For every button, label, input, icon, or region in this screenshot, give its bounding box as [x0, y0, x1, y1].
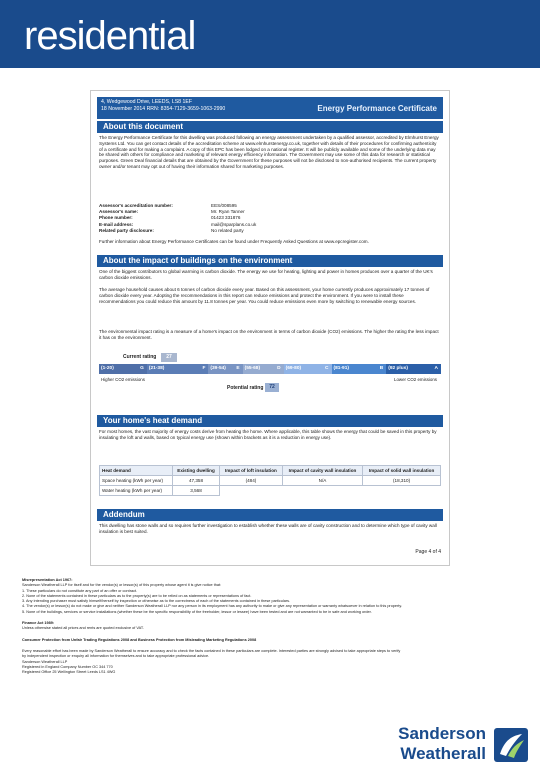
table-cell: [363, 486, 441, 496]
assessor-row: Assessor's name: Mr. Ryan Tanner: [99, 209, 245, 215]
logo-word-2: Weatherall: [400, 744, 486, 763]
legal-line: Sanderson Weatherall LLP for itself and for the vendor(s) or lessor(s) of this property whose agent it is give notice that:: [22, 583, 222, 588]
assessor-footer: Further information about Energy Performance Certificates can be found under Frequently Asked Questions at www.epcregister.com.: [99, 239, 369, 244]
rating-band: [208, 364, 242, 374]
legal-line: Registered Office 25 Wellington Street Leeds LS1 4WG: [22, 670, 116, 675]
table-cell: Water heating (kWh per year): [100, 486, 173, 496]
table-cell: (18,310): [363, 476, 441, 486]
legal-line: Registered in England Company Number OC 344 770: [22, 664, 113, 669]
legal-line: 1. These particulars do not constitute any part of an offer or contract.: [22, 588, 138, 593]
legal-line: by independent inspection or enquiry all information for themselves and to take appropriate professional advice.: [22, 654, 210, 659]
legal-line: 5. None of the buildings, services or service installations (whether these be the specific responsibility of the freeholder, lessor or lessee) have been tested and are not warranted to be in safe and working order.: [22, 609, 372, 614]
legal-line: Misrepresentation Act 1967:: [22, 578, 73, 582]
page-number: Page 4 of 4: [415, 549, 441, 555]
rating-bands: [99, 364, 441, 374]
rating-band: [386, 364, 441, 374]
brand-header: [0, 0, 540, 68]
rating-band-label: (81-91): [333, 366, 349, 371]
address-line-2: 18 November 2014 RRN: 8354-7129-3659-1063-2990: [101, 106, 226, 112]
section-heat-demand: Your home's heat demand: [97, 415, 443, 427]
rating-band-label: (1-20): [101, 366, 114, 371]
rating-band: [243, 364, 284, 374]
company-logo: [372, 722, 532, 768]
rating-band-letter: F: [202, 366, 206, 371]
rating-band-letter: C: [325, 366, 329, 371]
legal-line: Finance Act 1989:: [22, 621, 55, 626]
section-impact: About the impact of buildings on the environment: [97, 255, 443, 267]
rating-band: [147, 364, 209, 374]
section-about-document: About this document: [97, 121, 443, 133]
legal-line: 4. The vendor(s) or lessor(s) do not make or give and neither Sanderson Weatherall LLP nor any person in its employment has any authority to make or give any representation or warranty whatsoever in relation to this property.: [22, 604, 403, 609]
impact-paragraph-3: The environmental impact rating is a measure of a home's impact on the environment in terms of carbon dioxide (CO2) emissions. The higher the rating the less impact it has on the environment.: [99, 329, 439, 340]
leaf-icon: [494, 728, 528, 762]
rating-band-letter: A: [434, 366, 438, 371]
table-row: [100, 476, 441, 486]
potential-rating-label: Potential rating: [227, 385, 264, 391]
rating-band: [284, 364, 332, 374]
table-cell: 3,568: [173, 486, 220, 496]
logo-word-1: Sanderson: [398, 724, 486, 743]
rating-band-letter: D: [277, 366, 281, 371]
legal-line: Sanderson Weatherall LLP: [22, 659, 68, 664]
column-header: Impact of solid wall insulation: [363, 466, 441, 476]
rating-band: [99, 364, 147, 374]
assessor-row: Related party disclosure: No related party: [99, 227, 244, 233]
assessor-row: Assessor's accreditation number: EES/008595: [99, 203, 237, 208]
rating-band-label: (39-54): [210, 366, 226, 371]
table-cell: (484): [220, 476, 283, 486]
assessor-details: [99, 203, 441, 234]
table-cell: [220, 486, 283, 496]
logo-mark-icon: [494, 728, 528, 762]
about-document-text: The Energy Performance Certificate for this dwelling was produced following an energy assessment undertaken by a qualified assessor, accredited by Elmhurst Energy Systems Ltd. You can get contact details of the accreditation scheme at www.elmhurstenergy.co.uk, together with details of their procedures for confirming authenticity of a certificate and for making a complaint. A copy of this EPC has been lodged on a national register. It will be publicly available and some of the underlying data may be shared with others for compliance and marketing of relevant energy efficiency information. The Government may use some of this data for research or statistical purposes. Green Deal financial details that are obtained by the Government for these purposes will not be disclosed to non-authorised recipients. The current property owner and/or tenant may opt out of having their information shared for marketing purposes.: [99, 135, 439, 169]
table-cell: [282, 486, 362, 496]
column-header: Existing dwelling: [173, 466, 220, 476]
rating-band-letter: G: [140, 366, 144, 371]
impact-paragraph-2: The average household causes about 6 tonnes of carbon dioxide every year. Based on this assessment, your home currently produces approximately 17 tonnes of carbon dioxide every year. Adopting the recommendations in this report can reduce emissions and protect the environment. If you were to install these recommendations you could reduce this amount by 11.8 tonnes per year. You could reduce emissions even more by switching to renewable energy sources.: [99, 287, 430, 304]
addendum-text: This dwelling has stone walls and so requires further investigation to establish whether these walls are of cavity construction and to determine which type of cavity wall insulation is best suited.: [99, 523, 437, 534]
heat-demand-table: [99, 465, 441, 496]
epc-cert-title: Energy Performance Certificate: [317, 104, 437, 113]
legal-notes: [22, 578, 522, 675]
band-note-left: Higher CO2 emissions: [101, 377, 145, 382]
legal-line: Consumer Protection from Unfair Trading Regulations 2008 and Business Protection from Misleading Marketing Regulations 2008: [22, 637, 257, 642]
impact-paragraph-1: One of the biggest contributors to global warming is carbon dioxide. The energy we use for heating, lighting and power in homes produces over a quarter of the UK's carbon dioxide emissions.: [99, 269, 433, 280]
epc-title-bar: [97, 97, 443, 119]
column-header: Impact of loft insulation: [220, 466, 283, 476]
rating-band-label: (69-80): [285, 366, 302, 371]
current-rating-value: 27: [161, 353, 177, 362]
assessor-row: Phone number: 01423 331876: [99, 215, 241, 221]
rating-band-label: (92 plus): [388, 366, 408, 371]
epc-document: [90, 90, 450, 566]
rating-band-letter: B: [379, 366, 384, 371]
section-addendum: Addendum: [97, 509, 443, 521]
table-cell: Space heating (kWh per year): [100, 476, 173, 486]
assessor-row: E-mail address: mail@sparplans.co.uk: [99, 221, 257, 227]
epc-address: [101, 99, 225, 113]
legal-line: Every reasonable effort has been made by Sanderson Weatherall to ensure accuracy and to check the facts contained in these particulars are complete. Interested parties are strongly advised to take appropriate steps to verify: [22, 648, 401, 653]
environmental-rating-chart: [99, 353, 441, 411]
rating-band-label: (21-38): [148, 366, 165, 371]
address-line-1: 4, Wedgewood Drive, LEEDS, LS8 1EF: [101, 99, 193, 105]
legal-line: Unless otherwise stated all prices and rents are quoted exclusive of VAT.: [22, 626, 144, 631]
column-header: Impact of cavity wall insulation: [282, 466, 362, 476]
legal-line: 3. Any intending purchaser must satisfy himself/herself by inspection or otherwise as to the correctness of each of the statements contained in these particulars.: [22, 599, 291, 604]
table-cell: 47,358: [173, 476, 220, 486]
table-header-row: [100, 466, 441, 476]
column-header: Heat demand: [100, 466, 173, 476]
heat-demand-text: For most homes, the vast majority of energy costs derive from heating the home. Where applicable, this table shows the energy that could be saved in this property by insulating the loft and walls, based on typical energy use (shown within brackets as it is a reduction in energy use).: [99, 429, 437, 440]
legal-line: 2. None of the statements contained in these particulars as to the property(s) are to be relied on as statements or representations of fact.: [22, 593, 252, 598]
rating-band-label: (55-68): [244, 366, 261, 371]
rating-band: [332, 364, 387, 374]
rating-band-letter: E: [236, 366, 240, 371]
band-note-right: Lower CO2 emissions: [394, 377, 437, 382]
current-rating-label: Current rating: [123, 354, 157, 360]
brand-header-word: residential: [24, 14, 196, 58]
potential-rating-value: 72: [265, 383, 279, 392]
table-cell: N/A: [282, 476, 362, 486]
table-row: [100, 486, 441, 496]
